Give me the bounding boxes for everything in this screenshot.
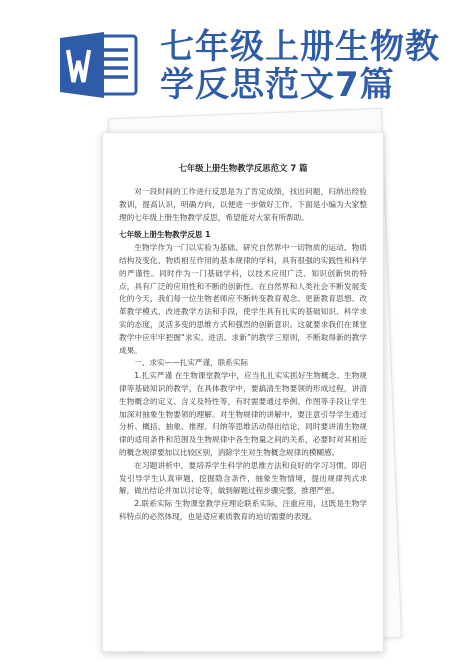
body-paragraph: 2.联系实际 生物课堂教学应理论联系实际，注重应用，这既是生物学科特点的必然体现，也是适应素质教育的迫切需要的表现。 bbox=[119, 499, 367, 521]
body-paragraph: 1.扎实严谨 在生物课堂教学中，应当扎扎实实抓好生物概念、生物规律等基础知识的教学，在具体教学中，要搞清生物要领的形成过程，讲清生物概念的定义、含义及特性等，有时需要通过举例、作图等手段让学生加深对抽象生物要领的理解。对生物规律的讲解中，要注意引导学生通过分析、概括、抽象、推理、归纳等思维活动得出结论，同时要讲清生物规律的适用条件和范围及生物规律中各生物量之间的关系，必要时对其相近的概念规律要加以比较区别，消除学生对生物概念规律的模糊感。 bbox=[119, 371, 367, 457]
section-heading: 七年级上册生物教学反思 1 bbox=[119, 230, 211, 240]
body-paragraph: 生物学作为一门以实验为基础、研究自然界中一切物质的运动、物质结构及变化、物质相互作用的基本规律的学科，具有很强的实践性和科学的严谨性。同时作为一门基础学科，以技术应用广泛、知识创新快的特点，具有广泛的应用性和不断的创新性。在自然界和人类社会不断发展变化的今天，我们每一位生物老师应不断转变教育观念、更新教育思想、改革教学模式、改进教学方法和手段，使学生具有扎实的基础知识、科学求实的态度，灵活多变的思维方式和强烈的创新意识。这就要求我们在课堂教学中应牢牢把握“求实、进活、求新”的教学三原则，不断取得新的教学成果。 bbox=[119, 243, 367, 355]
document-page bbox=[102, 132, 384, 652]
banner-title: 七年级上册生物教 学反思范文7篇 bbox=[160, 27, 440, 105]
body-paragraph: 在习题讲析中，要培养学生科学的思维方法和良好的学习习惯。即启发引导学生认真审题，挖掘隐含条件，抽象生物情境，提出规律列式求解，做出结论并加以讨论等，做到解题过程步骤完整，推理严密。 bbox=[119, 460, 367, 496]
intro-paragraph: 对一段时间的工作进行反思是为了肯定成绩，找出问题，归纳出经验教训，提高认识，明确方向，以便进一步做好工作。下面是小编为大家整理的七年级上册生物教学反思，希望能对大家有所帮助。 bbox=[119, 187, 367, 222]
document-title: 七年级上册生物教学反思范文 7 篇 bbox=[178, 163, 308, 173]
body-paragraph: 一、求实——扎实严谨，联系实际 bbox=[134, 358, 249, 368]
